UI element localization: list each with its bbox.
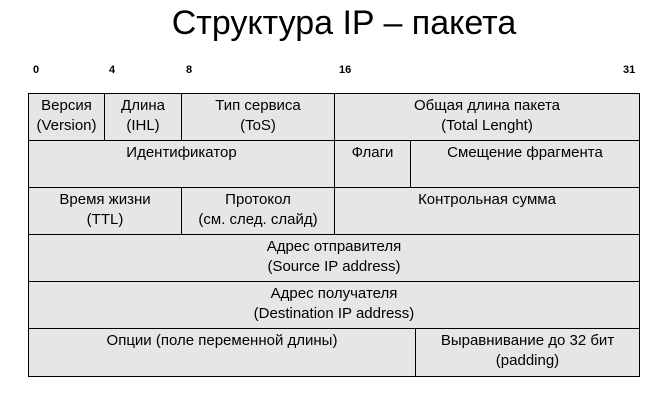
field-padding-name: Выравнивание до 32 бит: [440, 332, 615, 349]
field-version-name: Версия: [41, 97, 92, 114]
field-ihl: [104, 93, 182, 141]
field-ihl-code: (IHL): [126, 117, 160, 134]
field-identifier-name: Идентификатор: [126, 144, 237, 161]
field-checksum: [334, 187, 640, 235]
field-source-address: [28, 234, 640, 282]
bit-marker-16: 16: [339, 64, 352, 76]
field-version: [28, 93, 105, 141]
field-destination-address: [28, 281, 640, 329]
field-ttl-code: (TTL): [86, 211, 124, 228]
field-flags-name: Флаги: [351, 144, 394, 161]
field-source-address-code: (Source IP address): [267, 258, 401, 275]
field-flags: [334, 140, 411, 188]
field-fragment-offset: [410, 140, 640, 188]
field-fragment-offset-name: Смещение фрагмента: [447, 144, 603, 161]
ip-header-table: [28, 93, 640, 377]
field-tos: [181, 93, 335, 141]
field-tos-name: Тип сервиса: [215, 97, 301, 114]
field-protocol-note: (см. след. слайд): [198, 211, 318, 228]
bit-marker-31: 31: [623, 64, 636, 76]
field-total-length-name: Общая длина пакета: [414, 97, 560, 114]
field-padding-code: (padding): [495, 352, 560, 369]
field-options: [28, 328, 416, 377]
field-checksum-name: Контрольная сумма: [418, 191, 556, 208]
field-ttl-name: Время жизни: [59, 191, 151, 208]
field-ttl: [28, 187, 182, 235]
page-title: Структура IP – пакета: [171, 4, 517, 42]
field-protocol: [181, 187, 335, 235]
field-identifier: [28, 140, 335, 188]
bit-marker-8: 8: [186, 64, 193, 76]
field-ihl-name: Длина: [121, 97, 165, 114]
bit-marker-0: 0: [33, 64, 40, 76]
field-source-address-name: Адрес отправителя: [266, 238, 402, 255]
field-tos-code: (ToS): [240, 117, 276, 134]
field-options-name: Опции (поле переменной длины): [106, 332, 338, 349]
field-destination-address-code: (Destination IP address): [253, 305, 415, 322]
field-total-length: [334, 93, 640, 141]
field-total-length-code: (Total Lenght): [441, 117, 533, 134]
bit-marker-4: 4: [109, 64, 116, 76]
field-destination-address-name: Адрес получателя: [270, 285, 398, 302]
field-version-code: (Version): [36, 117, 97, 134]
field-padding: [415, 328, 640, 377]
field-protocol-name: Протокол: [225, 191, 291, 208]
